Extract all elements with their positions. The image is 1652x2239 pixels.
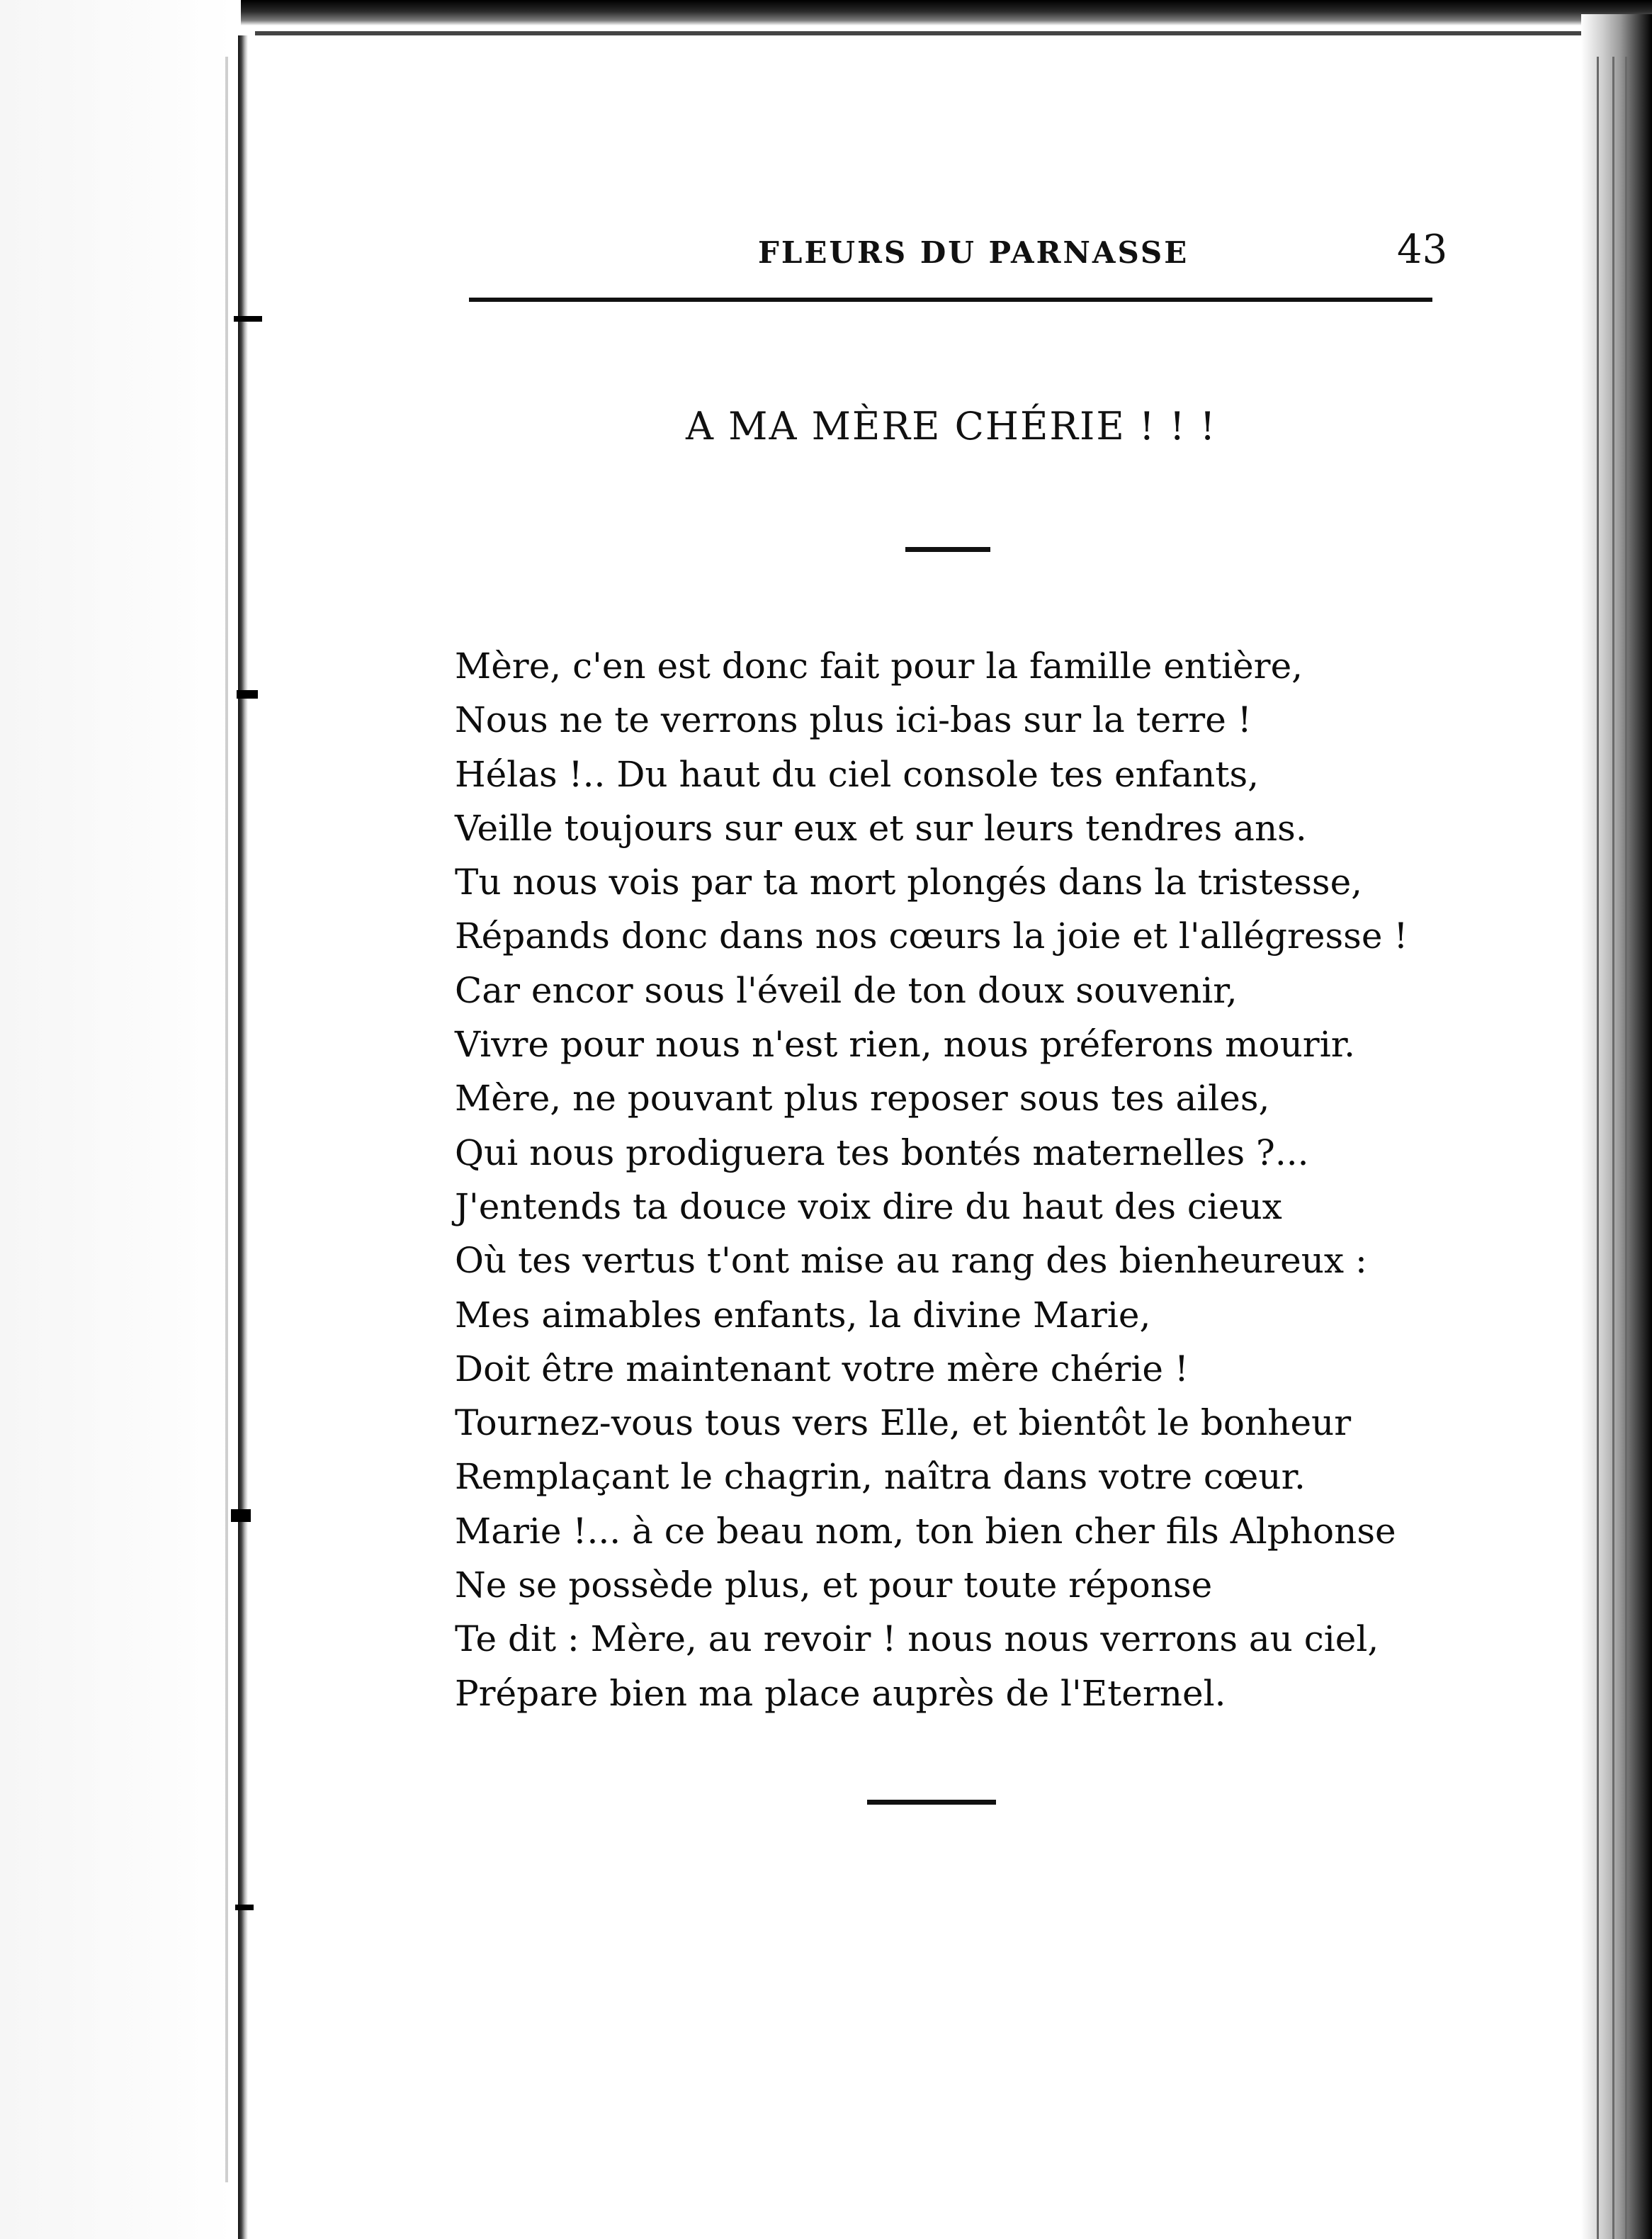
- running-head: FLEURS DU PARNASSE: [758, 235, 1189, 270]
- page-stack-line: [1612, 57, 1614, 2239]
- page-stack-line: [1625, 57, 1627, 2239]
- page-number: 43: [1397, 227, 1448, 273]
- facing-page-edge: [0, 0, 234, 2239]
- verse-line: Marie !... à ce beau nom, ton bien cher fils Alphonse: [455, 1510, 1396, 1552]
- header-rule: [469, 298, 1432, 302]
- verse-line: Te dit : Mère, au revoir ! nous nous verrons au ciel,: [455, 1618, 1379, 1660]
- verse-line: Hélas !.. Du haut du ciel console tes enfants,: [455, 753, 1260, 795]
- page-stack-edge: [1581, 14, 1652, 2239]
- verse-line: J'entends ta douce voix dire du haut des cieux: [455, 1185, 1282, 1227]
- verse-line: Tu nous vois par ta mort plongés dans la tristesse,: [455, 862, 1363, 903]
- verse-line: Mes aimables enfants, la divine Marie,: [455, 1294, 1151, 1336]
- poem-verse: [455, 639, 1447, 1720]
- verse-line: Car encor sous l'éveil de ton doux souvenir,: [455, 969, 1238, 1011]
- poem-title: A MA MÈRE CHÉRIE ! ! !: [686, 404, 1217, 449]
- verse-line: Mère, c'en est donc fait pour la famille entière,: [455, 645, 1303, 687]
- verse-line: Nous ne te verrons plus ici-bas sur la terre !: [455, 699, 1252, 741]
- printed-page: [248, 35, 1580, 2239]
- verse-line: Prépare bien ma place auprès de l'Eternel.: [455, 1672, 1226, 1714]
- verse-line: Doit être maintenant votre mère chérie !: [455, 1348, 1189, 1389]
- verse-line: Qui nous prodiguera tes bontés maternelles ?...: [455, 1132, 1309, 1173]
- verse-line: Où tes vertus t'ont mise au rang des bienheureux :: [455, 1240, 1367, 1282]
- verse-line: Mère, ne pouvant plus reposer sous tes ailes,: [455, 1078, 1270, 1120]
- verse-line: Ne se possède plus, et pour toute réponse: [455, 1564, 1213, 1606]
- verse-line: Tournez-vous tous vers Elle, et bientôt le bonheur: [455, 1402, 1352, 1444]
- end-rule: [867, 1800, 996, 1805]
- binding-shadow: [225, 57, 228, 2182]
- title-rule: [905, 547, 990, 552]
- page-stack-line: [1597, 57, 1599, 2239]
- verse-line: Vivre pour nous n'est rien, nous préferons mourir.: [455, 1024, 1355, 1066]
- verse-line: Veille toujours sur eux et sur leurs tendres ans.: [455, 807, 1307, 849]
- verse-line: Remplaçant le chagrin, naîtra dans votre cœur.: [455, 1456, 1306, 1498]
- verse-line: Répands donc dans nos cœurs la joie et l'allégresse !: [455, 915, 1408, 957]
- scan-top-border: [241, 0, 1652, 26]
